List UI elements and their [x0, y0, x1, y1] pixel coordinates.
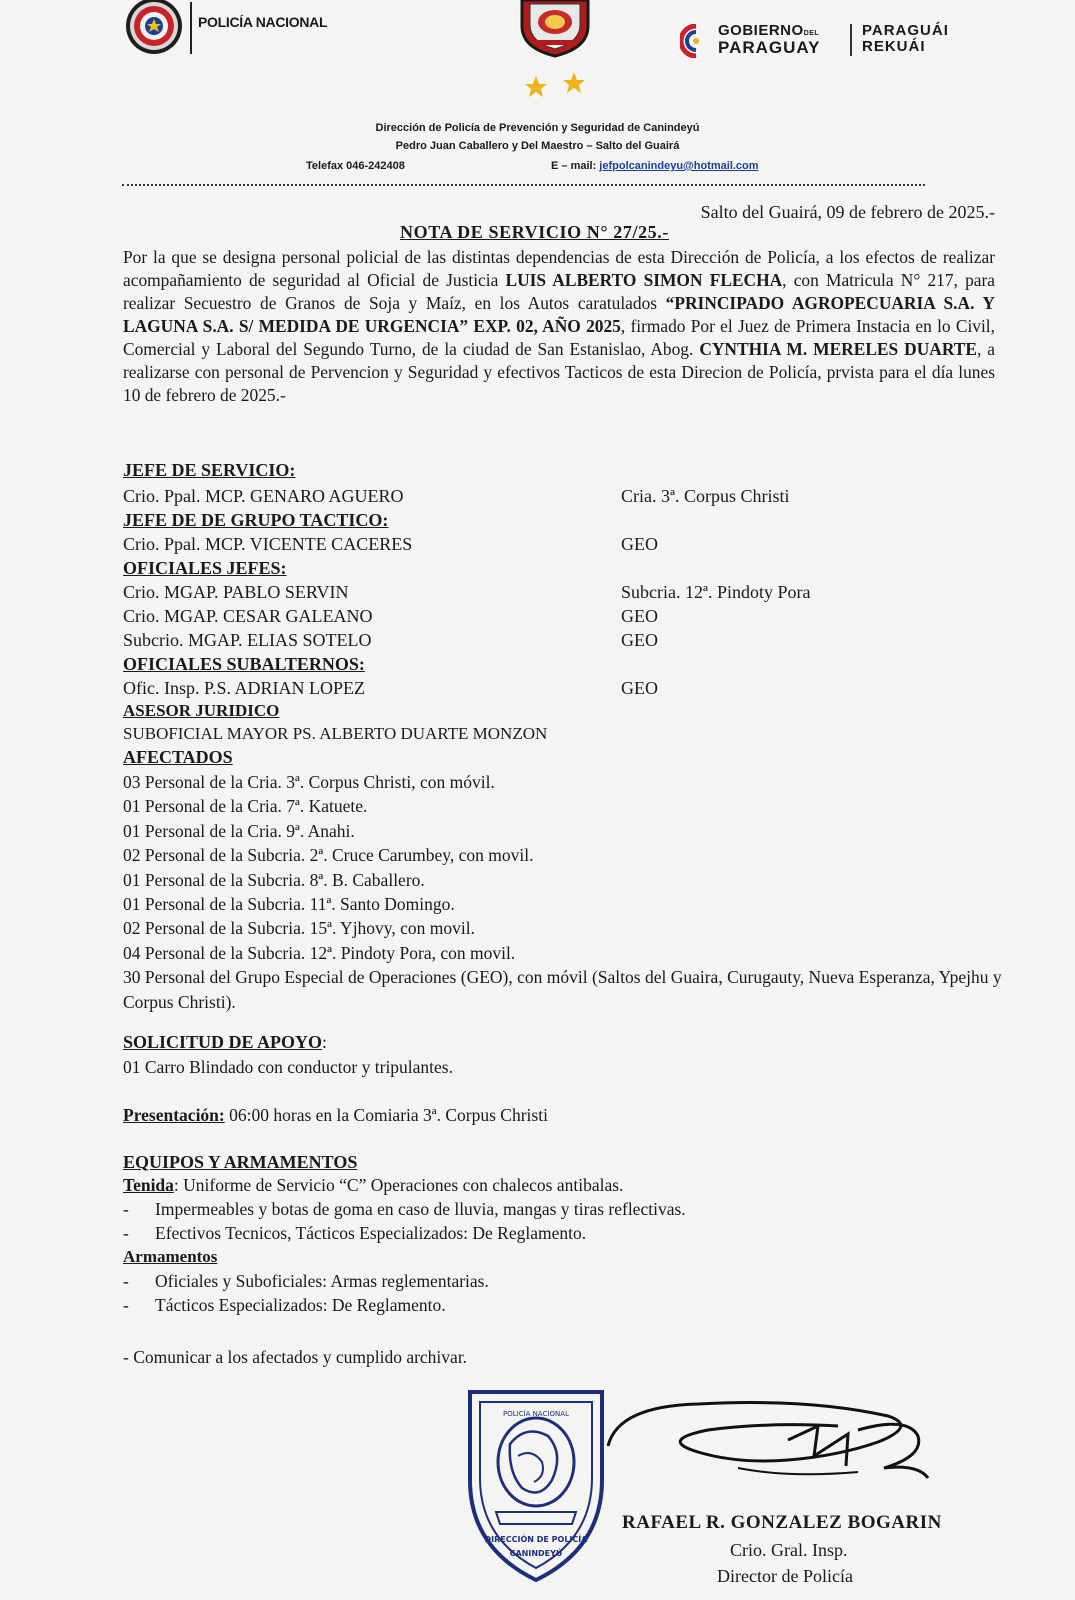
tenida-text: : Uniforme de Servicio “C” Operaciones con chalecos antibalas.: [173, 1175, 624, 1195]
para-bold-oficial: LUIS ALBERTO SIMON FLECHA: [505, 270, 783, 290]
oficiales-subalternos-title: OFICIALES SUBALTERNOS:: [123, 654, 365, 674]
policia-nacional-logo: [118, 0, 190, 60]
police-shield-icon: [516, 0, 594, 58]
para-part3: , firmado Por el Juez de Primera Instacia en lo Civil, Comercial y Laboral del Segundo Turno, de la ciudad de San Estanislao, Abog.: [123, 316, 995, 359]
gobierno-paraguay-logo: [690, 20, 980, 64]
seal-text-bottom: CANINDEYÚ: [509, 1549, 563, 1558]
para-part1: Por la que se designa personal policial de las distintas dependencias de esta Dirección de Policía, a los efectos de realizar acompañamiento de seguridad al Oficial de Justicia: [123, 247, 995, 290]
logo-divider: [190, 2, 192, 54]
armamento-bullet-text: Tácticos Especializados: De Reglamento.: [155, 1295, 446, 1315]
signatory-name: RAFAEL R. GONZALEZ BOGARIN: [622, 1512, 942, 1533]
equipo-bullet-text: Impermeables y botas de goma en caso de lluvia, mangas y tiras reflectivas.: [155, 1199, 686, 1219]
afectado-item: 02 Personal de la Subcria. 15ª. Yjhovy, con movil.: [123, 918, 476, 939]
header-line2: Pedro Juan Caballero y Del Maestro – Salto del Guairá: [395, 140, 680, 152]
jefe-grupo-title: JEFE DE DE GRUPO TACTICO:: [123, 510, 389, 530]
oficial-jefe-name: Crio. MGAP. CESAR GALEANO: [123, 606, 373, 626]
signatory-role: Director de Policía: [717, 1566, 853, 1586]
oficial-jefe-unit: GEO: [621, 606, 658, 626]
armamento-bullet-text: Oficiales y Suboficiales: Armas reglementarias.: [155, 1271, 489, 1291]
equipo-bullet: - Efectivos Tecnicos, Tácticos Especializados: De Reglamento.: [123, 1223, 587, 1243]
signatory-rank: Crio. Gral. Insp.: [730, 1540, 848, 1560]
oficiales-jefes-title: OFICIALES JEFES:: [123, 558, 287, 578]
equipos-title: EQUIPOS Y ARMAMENTOS: [123, 1152, 358, 1172]
armamento-bullet: - Oficiales y Suboficiales: Armas reglementarias.: [123, 1271, 489, 1291]
afectado-item: 01 Personal de la Subcria. 11ª. Santo Domingo.: [123, 894, 455, 915]
afectado-item: 04 Personal de la Subcria. 12ª. Pindoty Pora, con movil.: [123, 942, 516, 963]
main-paragraph: [123, 246, 995, 407]
equipo-bullet: - Impermeables y botas de goma en caso de lluvia, mangas y tiras reflectivas.: [123, 1199, 686, 1219]
presentacion-text: 06:00 horas en la Comiaria 3ª. Corpus Christi: [224, 1105, 548, 1125]
solicitud-colon: :: [322, 1032, 328, 1052]
header-line1: Dirección de Policía de Prevención y Seguridad de Canindeyú: [375, 122, 700, 134]
afectado-item: 01 Personal de la Subcria. 8ª. B. Caballero.: [123, 869, 425, 890]
jefe-grupo-name: Crio. Ppal. MCP. VICENTE CACERES: [123, 534, 413, 554]
asesor-name: SUBOFICIAL MAYOR PS. ALBERTO DUARTE MONZON: [123, 724, 548, 743]
solicitud-header: [123, 1030, 327, 1054]
document-title: NOTA DE SERVICIO N° 27/25.-: [400, 222, 669, 242]
document-date: Salto del Guairá, 09 de febrero de 2025.-: [700, 202, 995, 222]
closing-line: - Comunicar a los afectados y cumplido archivar.: [123, 1347, 468, 1367]
jefe-servicio-name: Crio. Ppal. MCP. GENARO AGUERO: [123, 486, 404, 506]
handwritten-signature-icon: [588, 1386, 948, 1496]
jefe-servicio-title: JEFE DE SERVICIO:: [123, 460, 296, 480]
email-link[interactable]: jefpolcanindeyu@hotmail.com: [599, 160, 759, 172]
gov-right1: PARAGUÁI: [862, 22, 949, 39]
oficial-subalterno-unit: GEO: [621, 678, 658, 698]
gov-line2: PARAGUAY: [718, 38, 821, 57]
jefe-servicio-unit: Cria. 3ª. Corpus Christi: [621, 486, 790, 506]
afectados-title: AFECTADOS: [123, 747, 233, 767]
oficial-jefe-name: Crio. MGAP. PABLO SERVIN: [123, 582, 349, 602]
afectado-item: 30 Personal del Grupo Especial de Operaciones (GEO), con móvil (Saltos del Guaira, Curugauty, Nueva Esperanza, Ypejhu y Corpus Christi).: [123, 967, 1002, 1012]
afectado-item: 01 Personal de la Cria. 9ª. Anahi.: [123, 820, 355, 841]
presentacion-line: [123, 1103, 548, 1127]
solicitud-item: 01 Carro Blindado con conductor y tripulantes.: [123, 1057, 453, 1077]
afectados-list: [123, 770, 1003, 1014]
para-bold-autos: “PRINCIPADO AGROPECUARIA S.A. Y LAGUNA S.A. S/ MEDIDA DE URGENCIA” EXP. 02, AÑO 2025: [123, 293, 995, 336]
header-telefax: Telefax 046-242408: [306, 160, 405, 172]
oficial-jefe-name: Subcrio. MGAP. ELIAS SOTELO: [123, 630, 372, 650]
email-label: E – mail:: [551, 160, 600, 172]
equipo-bullet-text: Efectivos Tecnicos, Tácticos Especializados: De Reglamento.: [155, 1223, 587, 1243]
armamento-bullet: - Tácticos Especializados: De Reglamento.: [123, 1295, 446, 1315]
header-separator: [122, 184, 925, 186]
solicitud-title: SOLICITUD DE APOYO: [123, 1032, 323, 1052]
rank-stars-icon: [524, 70, 594, 104]
gov-del: DEL: [803, 30, 820, 37]
oficial-jefe-unit: Subcria. 12ª. Pindoty Pora: [621, 582, 811, 602]
oficial-subalterno-name: Ofic. Insp. P.S. ADRIAN LOPEZ: [123, 678, 366, 698]
tenida-line: [123, 1173, 623, 1197]
policia-nacional-text: POLICÍA NACIONAL: [198, 14, 328, 30]
gov-line1: GOBIERNO: [718, 22, 804, 39]
para-part2: , con Matricula N° 217, para realizar Secuestro de Granos de Soja y Maíz, en los Autos caratulados: [123, 270, 995, 313]
seal-text-top: DIRECCIÓN DE POLICÍA: [484, 1535, 588, 1544]
afectado-item: 02 Personal de la Subcria. 2ª. Cruce Carumbey, con movil.: [123, 845, 534, 866]
jefe-grupo-unit: GEO: [621, 534, 658, 554]
gov-divider: [850, 24, 852, 56]
header-email: [551, 160, 759, 172]
asesor-title: ASESOR JURIDICO: [123, 701, 280, 720]
afectado-item: 01 Personal de la Cria. 7ª. Katuete.: [123, 796, 368, 817]
armamentos-title: Armamentos: [123, 1247, 218, 1266]
presentacion-label: Presentación:: [123, 1105, 225, 1125]
gov-right2: REKUÁI: [862, 38, 926, 55]
oficial-jefe-unit: GEO: [621, 630, 658, 650]
svg-text:POLICÍA NACIONAL: POLICÍA NACIONAL: [503, 1410, 569, 1418]
para-part4: , a realizarse con personal de Pervencion y Seguridad y efectivos Tacticos de esta Direcion de Policía, prvista para el día lunes 10 de febrero de 2025.-: [123, 339, 995, 405]
afectado-item: 03 Personal de la Cria. 3ª. Corpus Christi, con móvil.: [123, 772, 495, 792]
para-bold-juez: CYNTHIA M. MERELES DUARTE: [699, 339, 977, 359]
tenida-label: Tenida: [123, 1175, 174, 1195]
